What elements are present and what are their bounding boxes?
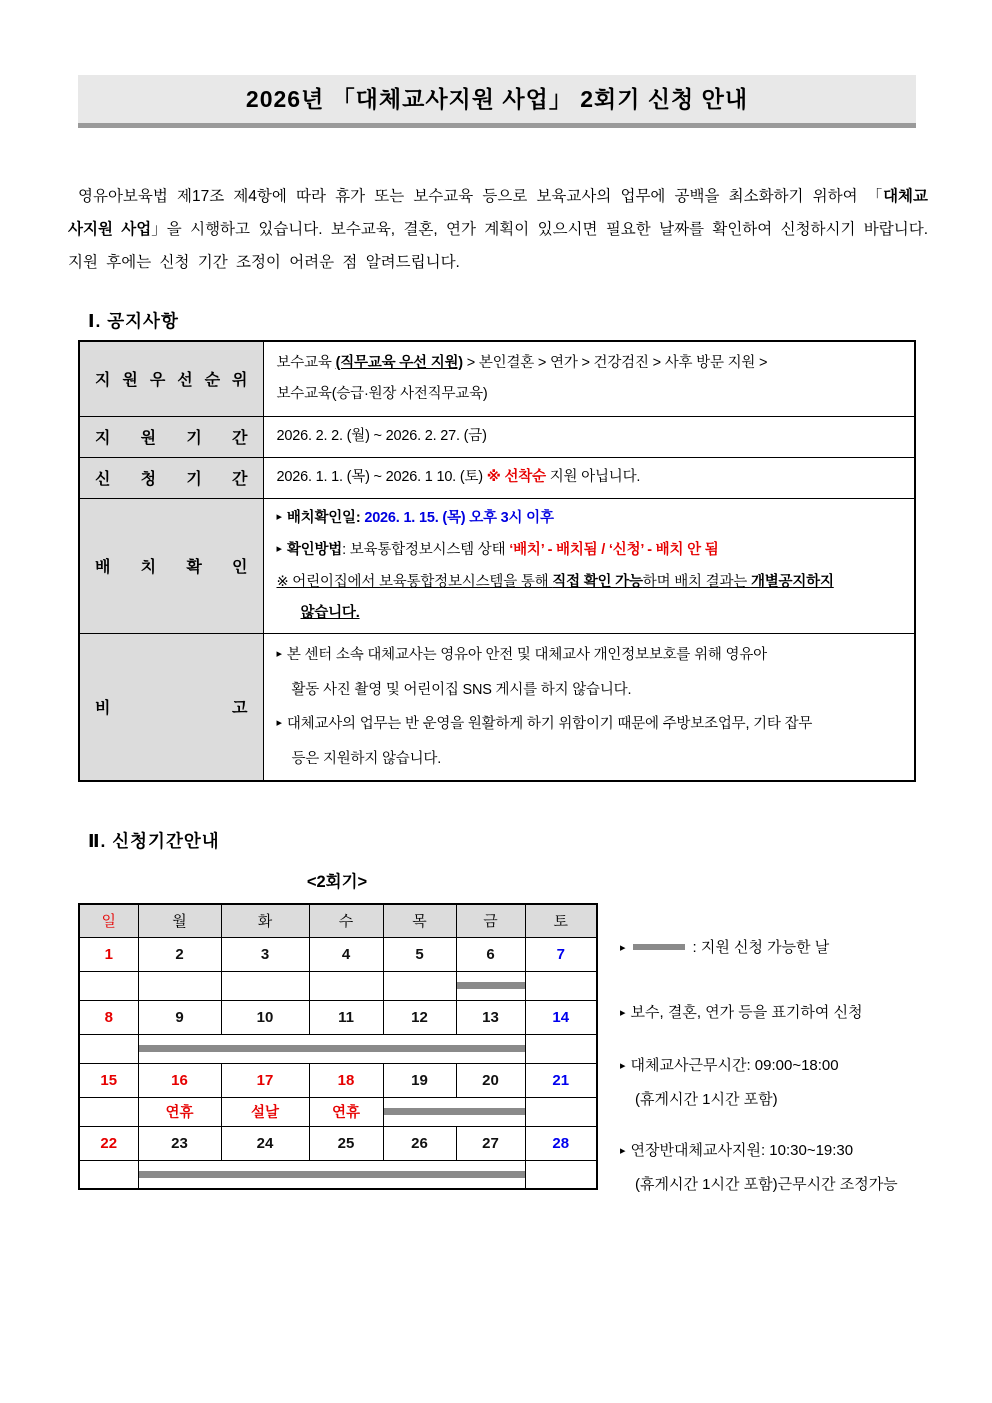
legend-item-extended-hours-label: 연장반대체교사지원: 10:30~19:30 [630, 1142, 854, 1159]
calendar-day-cell: 19 [383, 1063, 456, 1097]
row-label-support-period [79, 416, 263, 457]
calendar-day-cell: 2 [138, 937, 221, 971]
row-label-remarks [79, 633, 263, 781]
calendar-empty-cell [138, 971, 221, 1000]
holiday-label: 연휴 [138, 1097, 221, 1126]
application-period-line: 2026. 1. 1. (목) ~ 2026. 1 10. (토) ※ 선착순 지원 아닙니다. [276, 469, 641, 485]
calendar-empty-cell [79, 1160, 138, 1189]
calendar-empty-cell [221, 971, 309, 1000]
row-content-support-period [263, 416, 915, 457]
calendar-day-cell: 25 [309, 1126, 383, 1160]
calendar-bar-row-3 [79, 1160, 597, 1189]
calendar-empty-cell [525, 1160, 597, 1189]
application-available-bar [384, 1108, 525, 1115]
row-label-support-period-text: 지 원 기 간 [95, 430, 248, 447]
row-label-priority-text: 지 원 우 선 순 위 [95, 372, 248, 390]
application-available-bar [139, 1171, 525, 1178]
row-label-placement-check [79, 498, 263, 633]
day-header-wed: 수 [309, 904, 383, 937]
section-1-heading: Ⅰ. 공지사항 [88, 311, 179, 331]
remarks-line-1: ▸ 본 센터 소속 대체교사는 영유아 안전 및 대체교사 개인정보보호를 위해 영유아 [276, 646, 767, 663]
calendar-bar-row-1 [79, 971, 597, 1000]
page-title: 2026년 「대체교사지원 사업」 2회기 신청 안내 [78, 75, 916, 128]
notice-table [78, 340, 916, 782]
day-header-sat: 토 [525, 904, 597, 937]
row-remarks [79, 633, 915, 781]
calendar-empty-cell [79, 1097, 138, 1126]
calendar-day-cell: 4 [309, 937, 383, 971]
legend-item-work-hours-label: 대체교사근무시간: 09:00~18:00 [630, 1057, 839, 1074]
calendar-day-cell: 14 [525, 1000, 597, 1034]
calendar-empty-cell [309, 971, 383, 1000]
calendar-empty-cell [383, 971, 456, 1000]
legend-item-work-hours [620, 1056, 839, 1110]
triangle-bullet-icon: ▸ [620, 1060, 626, 1072]
row-placement-check [79, 498, 915, 633]
day-header-tue: 화 [221, 904, 309, 937]
legend-item-extended-hours [620, 1141, 898, 1195]
gray-bar-icon [633, 944, 685, 950]
intro-paragraph: 영유아보육법 제17조 제4항에 따라 휴가 또는 보수교육 등으로 보육교사의 업무에 공백을 최소화하기 위하여 「대체교사지원 사업」을 시행하고 있습니다. 보수교육, 결혼, 연가 계획이 있으시면 필요한 날짜를 확인하여 신청하시기 바랍니다. 지원 후에는 신청 기간 조정이 어려운 점 알려드립니다. [68, 188, 929, 271]
legend-item-marking-label: 보수, 결혼, 연가 등을 표기하여 신청 [630, 1004, 863, 1021]
calendar-day-cell: 6 [456, 937, 525, 971]
calendar-bar-cell [138, 1160, 525, 1189]
triangle-bullet-icon: ▸ [620, 942, 626, 954]
calendar-empty-cell [79, 1034, 138, 1063]
calendar-day-cell: 23 [138, 1126, 221, 1160]
calendar-week-1 [79, 937, 597, 971]
calendar-day-cell: 7 [525, 937, 597, 971]
holiday-label: 설날 [221, 1097, 309, 1126]
calendar-day-cell-holiday: 18 [309, 1063, 383, 1097]
calendar-week-4 [79, 1126, 597, 1160]
calendar-day-cell: 28 [525, 1126, 597, 1160]
calendar-empty-cell [525, 971, 597, 1000]
triangle-bullet-icon: ▸ [620, 1007, 626, 1019]
priority-line-1: 보수교육 (직무교육 우선 지원) > 본인결혼 > 연가 > 건강검진 > 사후 방문 지원 > [276, 354, 768, 371]
priority-line-2: 보수교육(승급·원장 사전직무교육) [276, 385, 488, 402]
day-header-mon: 월 [138, 904, 221, 937]
triangle-bullet-icon: ▸ [620, 1145, 626, 1157]
calendar-week-3 [79, 1063, 597, 1097]
placement-check-line-3: ※ 어린이집에서 보육통합정보시스템을 통해 직접 확인 가능하며 배치 결과는 개별공지하지 [276, 573, 834, 590]
calendar-header-row [79, 904, 597, 937]
calendar-day-cell-holiday: 17 [221, 1063, 309, 1097]
legend-item-available-days [620, 938, 829, 959]
calendar-day-cell: 21 [525, 1063, 597, 1097]
calendar-day-cell: 1 [79, 937, 138, 971]
calendar-day-cell: 15 [79, 1063, 138, 1097]
legend-item-available-days-label: : 지원 신청 가능한 날 [692, 939, 830, 956]
calendar-day-cell: 22 [79, 1126, 138, 1160]
row-label-remarks-text: 비 고 [95, 700, 248, 717]
calendar-bar-cell [138, 1034, 525, 1063]
row-content-remarks [263, 633, 915, 781]
day-header-fri: 금 [456, 904, 525, 937]
legend-item-marking [620, 1003, 863, 1024]
calendar-day-cell-holiday: 16 [138, 1063, 221, 1097]
day-header-thu: 목 [383, 904, 456, 937]
calendar-day-cell: 13 [456, 1000, 525, 1034]
row-content-priority [263, 341, 915, 416]
calendar-day-cell: 9 [138, 1000, 221, 1034]
section-2-heading: Ⅱ. 신청기간안내 [88, 831, 220, 851]
application-available-bar [139, 1045, 525, 1052]
legend-item-work-hours-note: (휴게시간 1시간 포함) [635, 1091, 778, 1108]
row-label-placement-check-text: 배 치 확 인 [95, 559, 248, 576]
calendar-bar-cell [456, 971, 525, 1000]
row-application-period [79, 457, 915, 498]
row-content-application-period [263, 457, 915, 498]
calendar-empty-cell [525, 1034, 597, 1063]
row-label-priority [79, 341, 263, 416]
placement-check-line-4: 않습니다. [300, 604, 360, 621]
calendar-table [78, 903, 598, 1190]
placement-check-line-1: ▸ 배치확인일: 2026. 1. 15. (목) 오후 3시 이후 [276, 509, 554, 526]
legend-item-extended-hours-note: (휴게시간 1시간 포함)근무시간 조정가능 [635, 1176, 898, 1193]
remarks-line-2: 활동 사진 촬영 및 어린이집 SNS 게시를 하지 않습니다. [291, 681, 632, 698]
calendar-day-cell: 26 [383, 1126, 456, 1160]
calendar-day-cell: 27 [456, 1126, 525, 1160]
calendar-day-cell: 24 [221, 1126, 309, 1160]
day-header-sun: 일 [79, 904, 138, 937]
support-period-line: 2026. 2. 2. (월) ~ 2026. 2. 27. (금) [276, 428, 487, 444]
calendar-bar-row-2 [79, 1034, 597, 1063]
calendar-empty-cell [525, 1097, 597, 1126]
remarks-line-4: 등은 지원하지 않습니다. [291, 750, 442, 767]
application-available-bar [457, 982, 525, 989]
row-label-application-period [79, 457, 263, 498]
calendar-caption: <2회기> [306, 873, 368, 891]
row-label-application-period-text: 신 청 기 간 [95, 471, 248, 488]
calendar-day-cell: 3 [221, 937, 309, 971]
row-priority [79, 341, 915, 416]
placement-check-line-2: ▸ 확인방법: 보육통합정보시스템 상태 ‘배치’ - 배치됨 / ‘신청’ - 배치 안 됨 [276, 541, 719, 558]
calendar-day-cell: 12 [383, 1000, 456, 1034]
calendar-day-cell: 8 [79, 1000, 138, 1034]
calendar-day-cell: 11 [309, 1000, 383, 1034]
calendar-empty-cell [79, 971, 138, 1000]
calendar-day-cell: 20 [456, 1063, 525, 1097]
remarks-line-3: ▸ 대체교사의 업무는 반 운영을 원활하게 하기 위함이기 때문에 주방보조업무, 기타 잡무 [276, 715, 813, 732]
holiday-label: 연휴 [309, 1097, 383, 1126]
row-content-placement-check [263, 498, 915, 633]
calendar-day-cell: 5 [383, 937, 456, 971]
calendar-holiday-row [79, 1097, 597, 1126]
row-support-period [79, 416, 915, 457]
calendar-week-2 [79, 1000, 597, 1034]
calendar-bar-cell [383, 1097, 525, 1126]
calendar-day-cell: 10 [221, 1000, 309, 1034]
